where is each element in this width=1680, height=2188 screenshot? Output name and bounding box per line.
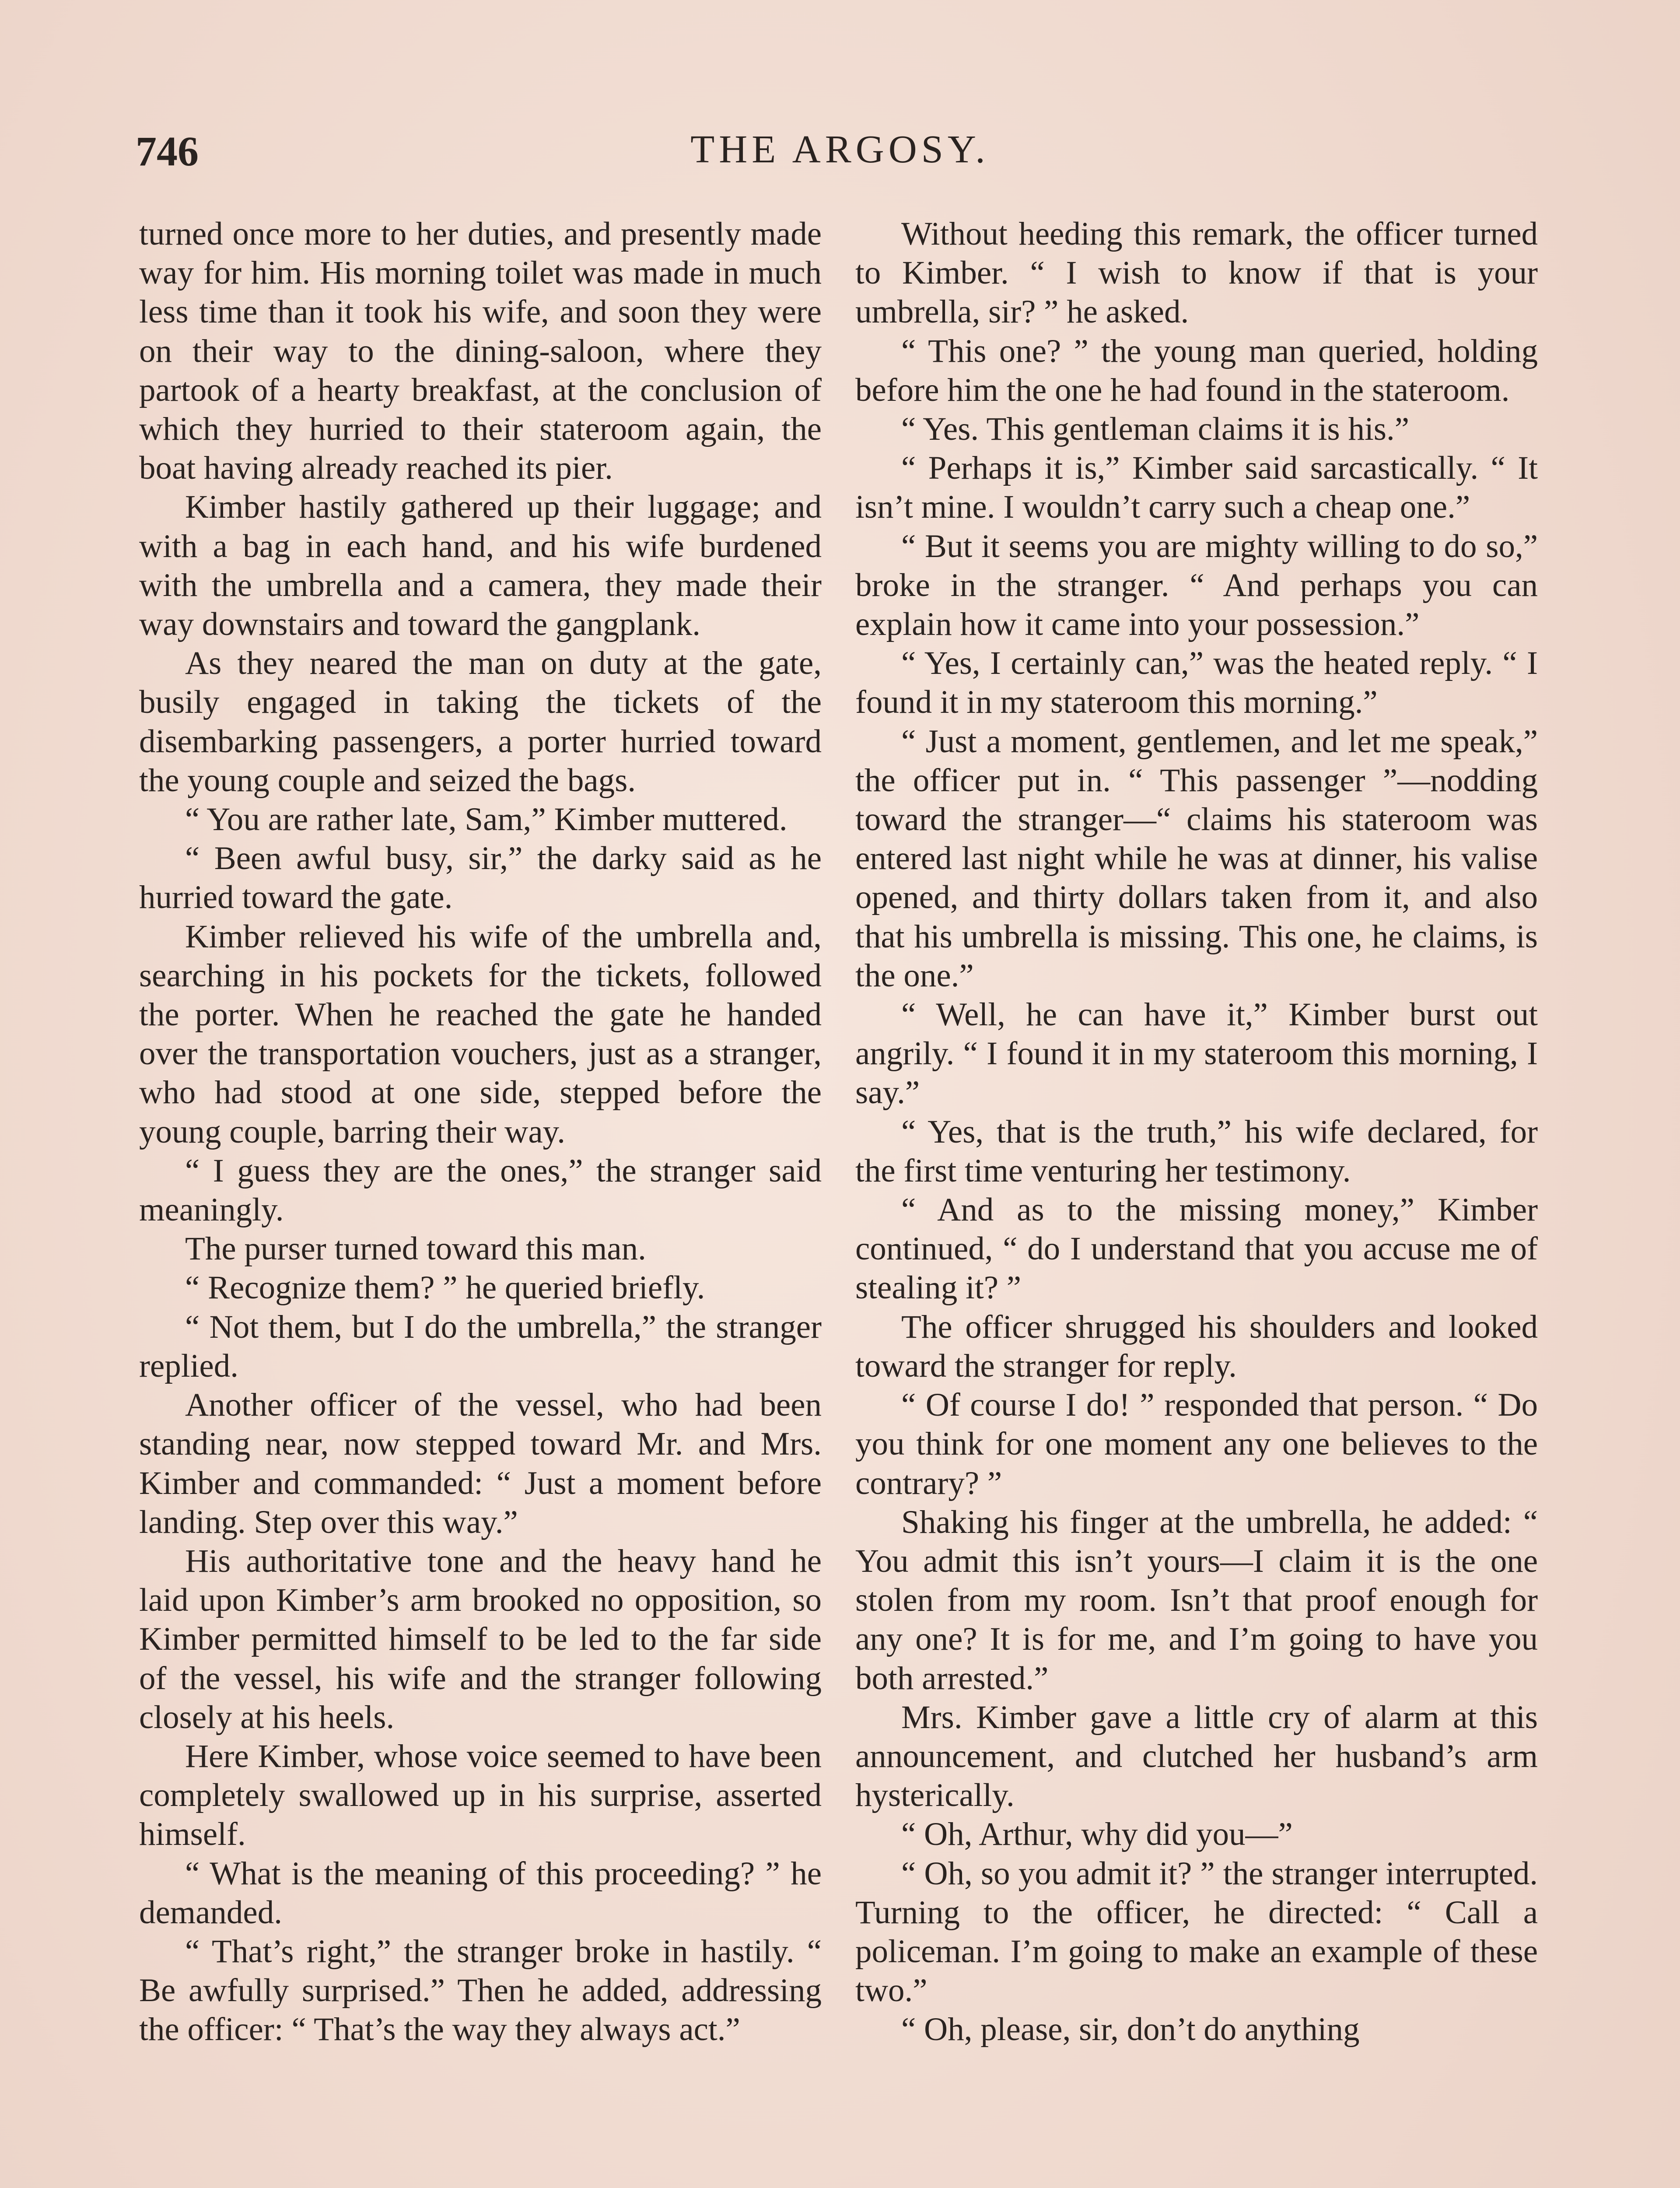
paragraph: “ I guess they are the ones,” the stranger said meaningly. (139, 1152, 822, 1228)
paragraph: “ Not them, but I do the umbrella,” the stranger replied. (139, 1308, 822, 1384)
paragraph: “ That’s right,” the stranger broke in hastily. “ Be awfully surprised.” Then he added, addressing the officer: “ That’s the way they always act.” (139, 1933, 822, 2048)
running-title: THE ARGOSY. (690, 128, 990, 171)
paragraph: Kimber hastily gathered up their luggage; and with a bag in each hand, and his wife burdened with the umbrella and a camera, they made their way downstairs and toward the gangplank. (139, 489, 822, 643)
paragraph: His authoritative tone and the heavy hand he laid upon Kimber’s arm brooked no opposition, so Kimber permitted himself to be led to the far side of the vessel, his wife and the stranger following closely at his heels. (139, 1543, 822, 1736)
right-column (855, 214, 1538, 2049)
paragraph: “ Perhaps it is,” Kimber said sarcastically. “ It isn’t mine. I wouldn’t carry such a cheap one.” (855, 450, 1538, 526)
paragraph: “ Oh, please, sir, don’t do anything (901, 2011, 1360, 2048)
paragraph: Kimber relieved his wife of the umbrella and, searching in his pockets for the tickets, followed the porter. When he reached the gate he handed over the transportation vouchers, just as a stranger, who had stood at one side, stepped before the young couple, barring their way. (139, 918, 822, 1150)
paragraph: “ Yes. This gentleman claims it is his.” (901, 411, 1410, 448)
paragraph: Without heeding this remark, the officer turned to Kimber. “ I wish to know if that is your umbrella, sir? ” he asked. (855, 216, 1538, 330)
paragraph: Another officer of the vessel, who had been standing near, now stepped toward Mr. and Mrs. Kimber and commanded: “ Just a moment before landing. Step over this way.” (139, 1387, 822, 1540)
paragraph: “ Recognize them? ” he queried briefly. (185, 1269, 705, 1306)
paragraph: “ Oh, so you admit it? ” the stranger interrupted. Turning to the officer, he directed: “ Call a policeman. I’m going to make an example of these two.” (855, 1855, 1538, 2009)
paragraph: Mrs. Kimber gave a little cry of alarm at this announcement, and clutched her husband’s arm hysterically. (855, 1699, 1538, 1814)
paragraph: “ And as to the missing money,” Kimber continued, “ do I understand that you accuse me of stealing it? ” (855, 1192, 1538, 1306)
paragraph: “ This one? ” the young man queried, holding before him the one he had found in the stateroom. (855, 333, 1538, 408)
paragraph: “ Of course I do! ” responded that person. “ Do you think for one moment any one believes to the contrary? ” (855, 1387, 1538, 1501)
page-number: 746 (136, 128, 199, 175)
paragraph: “ You are rather late, Sam,” Kimber muttered. (185, 801, 788, 838)
paragraph: “ Just a moment, gentlemen, and let me speak,” the officer put in. “ This passenger ”—nodding toward the stranger—“ claims his stateroom was entered last night while he was at dinner, his valise opened, and thirty dollars taken from it, and also that his umbrella is missing. This one, he claims, is the one.” (855, 723, 1538, 994)
paragraph: “ But it seems you are mighty willing to do so,” broke in the stranger. “ And perhaps you can explain how it came into your possession.” (855, 528, 1538, 643)
paragraph: “ Oh, Arthur, why did you—” (901, 1816, 1293, 1853)
paragraph: The purser turned toward this man. (185, 1231, 646, 1267)
paragraph: “ Yes, that is the truth,” his wife declared, for the first time venturing her testimony. (855, 1113, 1538, 1189)
paragraph: “ Yes, I certainly can,” was the heated reply. “ I found it in my stateroom this morning.” (855, 645, 1538, 721)
paragraph: Here Kimber, whose voice seemed to have been completely swallowed up in his surprise, asserted himself. (139, 1738, 822, 1853)
paragraph: turned once more to her duties, and presently made way for him. His morning toilet was made in much less time than it took his wife, and soon they were on their way to the dining-saloon, where they partook of a hearty breakfast, at the conclusion of which they hurried to their stateroom again, the boat having already reached its pier. (139, 216, 822, 487)
page-header (136, 127, 1544, 188)
paragraph: Shaking his finger at the umbrella, he added: “ You admit this isn’t yours—I claim it is the one stolen from my room. Isn’t that proof enough for any one? It is for me, and I’m going to have you both arrested.” (855, 1504, 1538, 1697)
paragraph: “ Well, he can have it,” Kimber burst out angrily. “ I found it in my stateroom this morning, I say.” (855, 996, 1538, 1111)
paragraph: The officer shrugged his shoulders and looked toward the stranger for reply. (855, 1308, 1538, 1384)
paragraph: As they neared the man on duty at the gate, busily engaged in taking the tickets of the disembarking passengers, a porter hurried toward the young couple and seized the bags. (139, 645, 822, 799)
paragraph: “ What is the meaning of this proceeding? ” he demanded. (139, 1855, 822, 1931)
left-column (139, 214, 822, 2049)
paragraph: “ Been awful busy, sir,” the darky said as he hurried toward the gate. (139, 840, 822, 916)
